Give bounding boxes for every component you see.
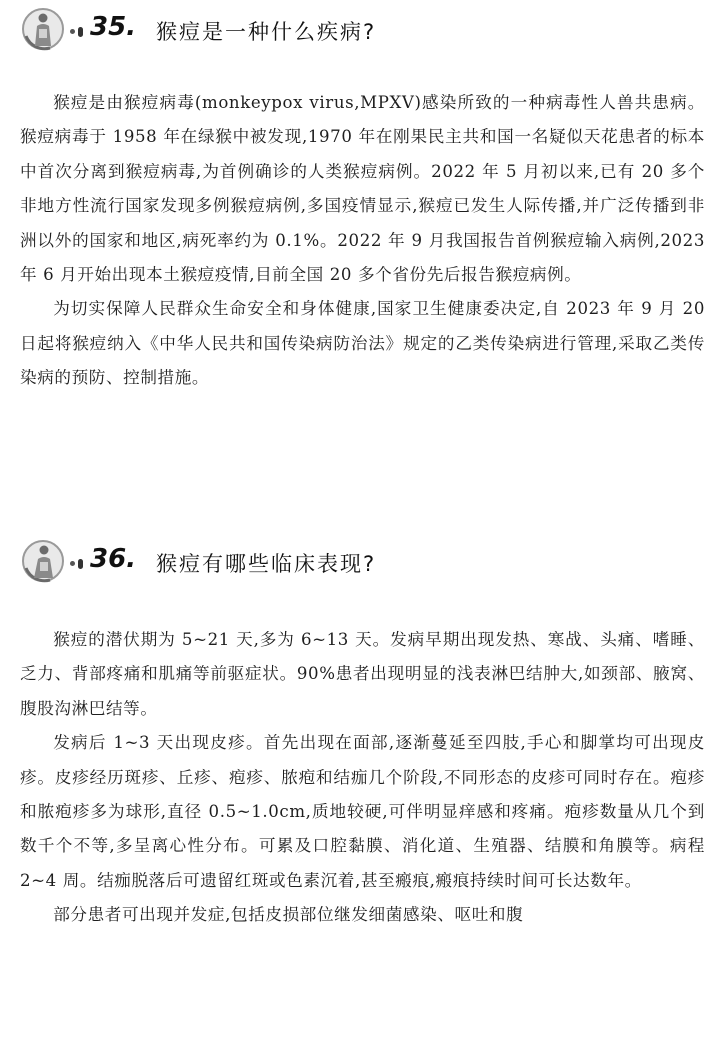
question-title: 猴痘有哪些临床表现? — [156, 552, 377, 576]
doctor-figure-icon — [20, 538, 66, 584]
question-number: 36. — [90, 544, 137, 574]
body-paragraph: 部分患者可出现并发症,包括皮损部位继发细菌感染、呕吐和腹 — [53, 905, 524, 925]
question-header — [0, 0, 725, 48]
body-paragraph: 猴痘的潜伏期为 5~21 天,多为 6~13 天。发病早期出现发热、寒战、头痛、嗜睡、乏力、背部疼痛和肌痛等前驱症状。90%患者出现明显的浅表淋巴结肿大,如颈部、腋窝、腹股沟淋巴结等。 — [20, 630, 705, 718]
body-paragraph: 为切实保障人民群众生命安全和身体健康,国家卫生健康委决定,自 2023 年 9 月 20 日起将猴痘纳入《中华人民共和国传染病防治法》规定的乙类传染病进行管理,采取乙类传染病的预防、控制措施。 — [20, 299, 705, 388]
body-paragraph: 猴痘是由猴痘病毒(monkeypox virus,MPXV)感染所致的一种病毒性人兽共患病。猴痘病毒于 1958 年在绿猴中被发现,1970 年在刚果民主共和国一名疑似天花患者的标本中首次分离到猴痘病毒,为首例确诊的人类猴痘病例。2022 年 5 月初以来,已有 20 多个非地方性流行国家发现多例猴痘病例,多国疫情显示,猴痘已发生人际传播,并广泛传播到非洲以外的国家和地区,病死率约为 0.1%。2022 年 9 月我国报告首例猴痘输入病例,2023 年 6 月开始出现本土猴痘疫情,目前全国 20 多个省份先后报告猴痘病例。 — [20, 93, 705, 285]
doctor-figure-icon — [20, 6, 66, 52]
decorative-dots — [70, 559, 90, 569]
question-section-36 — [0, 532, 725, 933]
question-title: 猴痘是一种什么疾病? — [156, 20, 377, 44]
question-number: 35. — [90, 12, 137, 42]
decorative-dots — [70, 27, 90, 37]
question-header — [0, 532, 725, 580]
question-section-35 — [0, 0, 725, 396]
body-paragraph: 发病后 1~3 天出现皮疹。首先出现在面部,逐渐蔓延至四肢,手心和脚掌均可出现皮疹。皮疹经历斑疹、丘疹、疱疹、脓疱和结痂几个阶段,不同形态的皮疹可同时存在。疱疹和脓疱疹多为球形,直径 0.5~1.0cm,质地较硬,可伴明显痒感和疼痛。疱疹数量从几个到数千个不等,多呈离心性分布。可累及口腔黏膜、消化道、生殖器、结膜和角膜等。病程 2~4 周。结痂脱落后可遗留红斑或色素沉着,甚至瘢痕,瘢痕持续时间可长达数年。 — [20, 733, 705, 890]
